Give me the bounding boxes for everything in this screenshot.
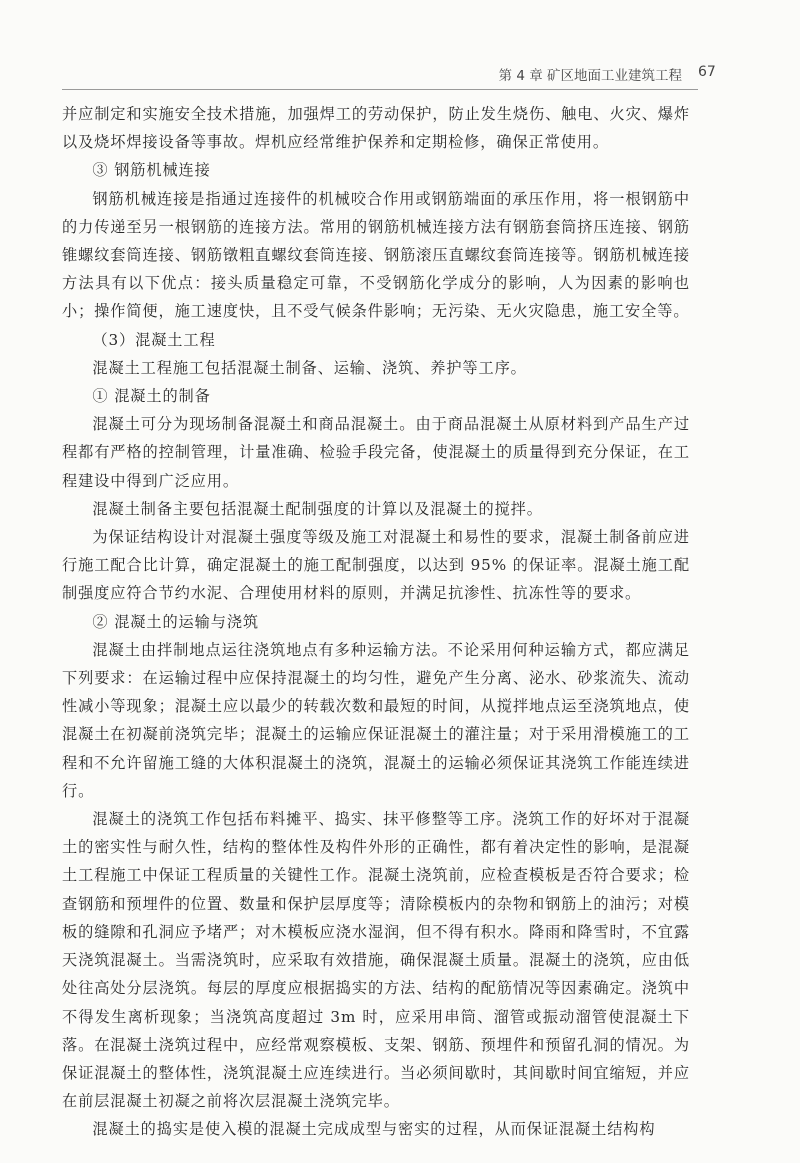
section-heading: （3）混凝土工程 [92, 330, 216, 349]
page-header [0, 60, 800, 90]
body-text [62, 100, 690, 1144]
paragraph: 混凝土工程施工包括混凝土制备、运输、浇筑、养护等工序。 [92, 358, 527, 377]
paragraph: 混凝土的捣实是使入模的混凝土完成成型与密实的过程，从而保证混凝土结构构 [92, 1120, 656, 1139]
page-number: 67 [698, 64, 716, 80]
section-heading: ③ 钢筋机械连接 [92, 161, 211, 180]
section-heading: ① 混凝土的制备 [92, 387, 211, 406]
section-heading: ② 混凝土的运输与浇筑 [92, 612, 259, 631]
paragraph: 混凝土可分为现场制备混凝土和商品混凝土。由于商品混凝土从原材料到产品生产过程都有严格的控制管理，计量准确、检验手段完备，使混凝土的质量得到充分保证，在工程建设中得到广泛应用。 [62, 415, 690, 490]
paragraph: 混凝土制备主要包括混凝土配制强度的计算以及混凝土的搅拌。 [92, 499, 543, 518]
paragraph: 混凝土由拌制地点运往浇筑地点有多种运输方法。不论采用何种运输方式，都应满足下列要求：在运输过程中应保持混凝土的均匀性，避免产生分离、泌水、砂浆流失、流动性减小等现象；混凝土应以最少的转载次数和最短的时间，从搅拌地点运至浇筑地点，使混凝土在初凝前浇筑完毕；混凝土的运输应保证混凝土的灌注量；对于采用滑模施工的工程和不允许留施工缝的大体积混凝土的浇筑，混凝土的运输必须保证其浇筑工作能连续进行。 [62, 640, 690, 800]
paragraph: 并应制定和实施安全技术措施，加强焊工的劳动保护，防止发生烧伤、触电、火灾、爆炸以及烧坏焊接设备等事故。焊机应经常维护保养和定期检修，确保正常使用。 [62, 105, 690, 152]
header-divider [62, 89, 698, 90]
paragraph: 混凝土的浇筑工作包括布料摊平、捣实、抹平修整等工序。浇筑工作的好坏对于混凝土的密实性与耐久性，结构的整体性及构件外形的正确性，都有着决定性的影响，是混凝土工程施工中保证工程质量的关键性工作。混凝土浇筑前，应检查模板是否符合要求；检查钢筋和预埋件的位置、数量和保护层厚度等；清除模板内的杂物和钢筋上的油污；对模板的缝隙和孔洞应予堵严；对木模板应浇水湿润，但不得有积水。降雨和降雪时，不宜露天浇筑混凝土。当需浇筑时，应采取有效措施，确保混凝土质量。混凝土的浇筑，应由低处往高处分层浇筑。每层的厚度应根据捣实的方法、结构的配筋情况等因素确定。浇筑中不得发生离析现象；当浇筑高度超过 3m 时，应采用串筒、溜管或振动溜管使混凝土下落。在混凝土浇筑过程中，应经常观察模板、支架、钢筋、预埋件和预留孔洞的情况。为保证混凝土的整体性，浇筑混凝土应连续进行。当必须间歇时，其间歇时间宜缩短，并应在前层混凝土初凝之前将次层混凝土浇筑完毕。 [62, 810, 690, 1111]
chapter-title: 第 4 章 矿区地面工业建筑工程 [498, 68, 682, 84]
paragraph: 为保证结构设计对混凝土强度等级及施工对混凝土和易性的要求，混凝土制备前应进行施工配合比计算，确定混凝土的施工配制强度，以达到 95% 的保证率。混凝土施工配制强度应符合节约水泥、合理使用材料的原则，并满足抗渗性、抗冻性等的要求。 [62, 528, 690, 603]
paragraph: 钢筋机械连接是指通过连接件的机械咬合作用或钢筋端面的承压作用，将一根钢筋中的力传递至另一根钢筋的连接方法。常用的钢筋机械连接方法有钢筋套筒挤压连接、钢筋锥螺纹套筒连接、钢筋镦粗直螺纹套筒连接、钢筋滚压直螺纹套筒连接等。钢筋机械连接方法具有以下优点：接头质量稳定可靠，不受钢筋化学成分的影响，人为因素的影响也小；操作简便，施工速度快，且不受气候条件影响；无污染、无火灾隐患，施工安全等。 [62, 189, 690, 321]
